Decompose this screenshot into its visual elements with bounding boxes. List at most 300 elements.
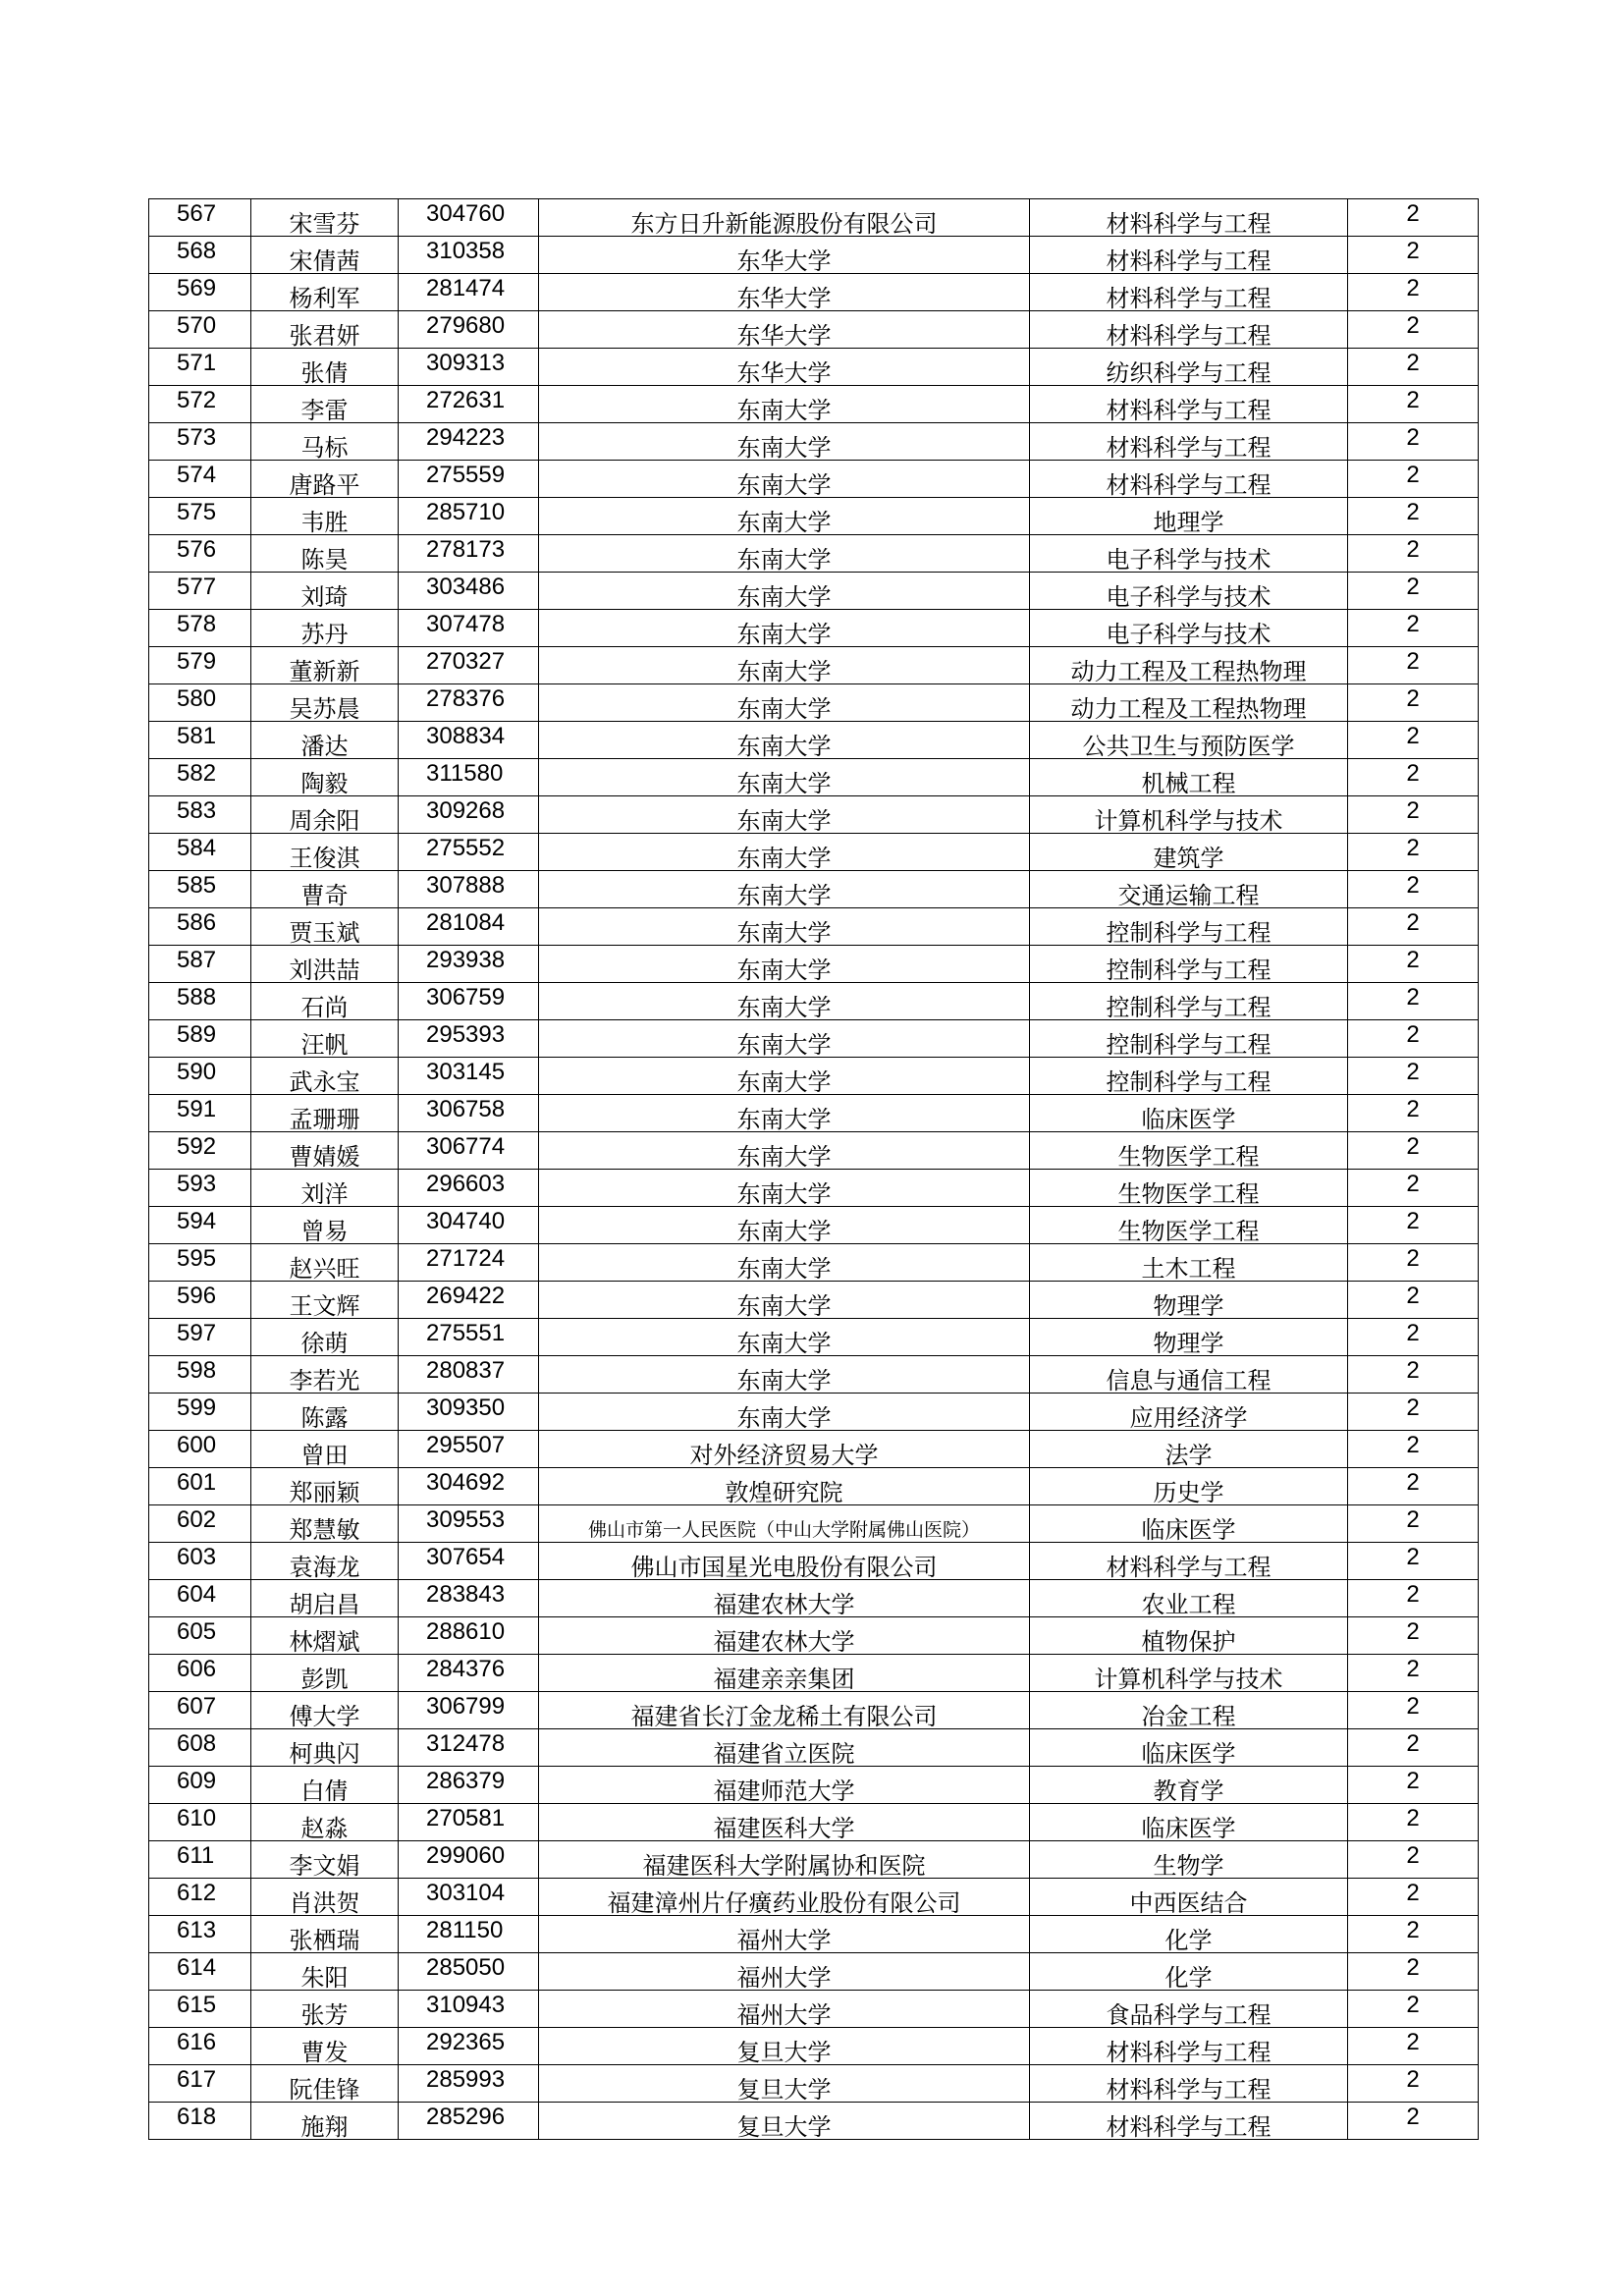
person-name-cell: 贾玉斌 xyxy=(251,908,399,946)
row-number-cell: 612 xyxy=(149,1879,251,1916)
organization-cell: 东南大学 xyxy=(539,535,1030,573)
organization-cell: 福建农林大学 xyxy=(539,1580,1030,1617)
roster-table-body xyxy=(149,199,1479,2140)
row-number-cell: 572 xyxy=(149,386,251,423)
level-value-cell: 2 xyxy=(1348,871,1479,908)
row-number-cell: 580 xyxy=(149,684,251,722)
row-number-cell: 601 xyxy=(149,1468,251,1505)
table-row xyxy=(149,1431,1479,1468)
level-value-cell: 2 xyxy=(1348,1394,1479,1431)
person-name-cell: 曾田 xyxy=(251,1431,399,1468)
person-name-cell: 曾易 xyxy=(251,1207,399,1244)
organization-cell: 东南大学 xyxy=(539,1020,1030,1058)
applicant-id-cell: 309268 xyxy=(399,796,539,834)
table-row xyxy=(149,1319,1479,1356)
organization-cell: 福建农林大学 xyxy=(539,1617,1030,1655)
table-row xyxy=(149,1095,1479,1132)
organization-cell: 东华大学 xyxy=(539,237,1030,274)
discipline-cell: 控制科学与工程 xyxy=(1030,908,1348,946)
organization-cell: 佛山市国星光电股份有限公司 xyxy=(539,1543,1030,1580)
discipline-cell: 电子科学与技术 xyxy=(1030,610,1348,647)
discipline-cell: 生物医学工程 xyxy=(1030,1170,1348,1207)
discipline-cell: 物理学 xyxy=(1030,1319,1348,1356)
discipline-cell: 生物学 xyxy=(1030,1841,1348,1879)
discipline-cell: 植物保护 xyxy=(1030,1617,1348,1655)
organization-cell: 东南大学 xyxy=(539,834,1030,871)
person-name-cell: 孟珊珊 xyxy=(251,1095,399,1132)
person-name-cell: 王俊淇 xyxy=(251,834,399,871)
table-row xyxy=(149,1916,1479,1953)
person-name-cell: 周余阳 xyxy=(251,796,399,834)
applicant-id-cell: 311580 xyxy=(399,759,539,796)
person-name-cell: 郑慧敏 xyxy=(251,1505,399,1543)
discipline-cell: 农业工程 xyxy=(1030,1580,1348,1617)
person-name-cell: 赵淼 xyxy=(251,1804,399,1841)
level-value-cell: 2 xyxy=(1348,946,1479,983)
row-number-cell: 574 xyxy=(149,461,251,498)
table-row xyxy=(149,1058,1479,1095)
person-name-cell: 胡启昌 xyxy=(251,1580,399,1617)
applicant-id-cell: 312478 xyxy=(399,1729,539,1767)
level-value-cell: 2 xyxy=(1348,722,1479,759)
row-number-cell: 578 xyxy=(149,610,251,647)
applicant-id-cell: 275552 xyxy=(399,834,539,871)
discipline-cell: 材料科学与工程 xyxy=(1030,461,1348,498)
person-name-cell: 张君妍 xyxy=(251,311,399,349)
discipline-cell: 计算机科学与技术 xyxy=(1030,1655,1348,1692)
table-row xyxy=(149,461,1479,498)
applicant-id-cell: 272631 xyxy=(399,386,539,423)
row-number-cell: 591 xyxy=(149,1095,251,1132)
discipline-cell: 物理学 xyxy=(1030,1282,1348,1319)
discipline-cell: 机械工程 xyxy=(1030,759,1348,796)
table-row xyxy=(149,1580,1479,1617)
row-number-cell: 592 xyxy=(149,1132,251,1170)
person-name-cell: 唐路平 xyxy=(251,461,399,498)
applicant-id-cell: 269422 xyxy=(399,1282,539,1319)
organization-cell: 东南大学 xyxy=(539,1170,1030,1207)
table-row xyxy=(149,684,1479,722)
applicant-id-cell: 307478 xyxy=(399,610,539,647)
organization-cell: 东南大学 xyxy=(539,908,1030,946)
applicant-id-cell: 281150 xyxy=(399,1916,539,1953)
person-name-cell: 石尚 xyxy=(251,983,399,1020)
level-value-cell: 2 xyxy=(1348,498,1479,535)
organization-cell: 东南大学 xyxy=(539,461,1030,498)
table-row xyxy=(149,1468,1479,1505)
person-name-cell: 陶毅 xyxy=(251,759,399,796)
table-row xyxy=(149,1879,1479,1916)
person-name-cell: 吴苏晨 xyxy=(251,684,399,722)
table-row xyxy=(149,386,1479,423)
organization-cell: 东南大学 xyxy=(539,946,1030,983)
organization-cell: 东华大学 xyxy=(539,311,1030,349)
level-value-cell: 2 xyxy=(1348,1058,1479,1095)
person-name-cell: 杨利军 xyxy=(251,274,399,311)
level-value-cell: 2 xyxy=(1348,1505,1479,1543)
table-row xyxy=(149,199,1479,237)
organization-cell: 东南大学 xyxy=(539,498,1030,535)
person-name-cell: 宋倩茜 xyxy=(251,237,399,274)
discipline-cell: 材料科学与工程 xyxy=(1030,1543,1348,1580)
table-row xyxy=(149,274,1479,311)
row-number-cell: 594 xyxy=(149,1207,251,1244)
discipline-cell: 纺织科学与工程 xyxy=(1030,349,1348,386)
table-row xyxy=(149,796,1479,834)
table-row xyxy=(149,2103,1479,2140)
organization-cell: 福州大学 xyxy=(539,1916,1030,1953)
row-number-cell: 596 xyxy=(149,1282,251,1319)
table-row xyxy=(149,1282,1479,1319)
table-row xyxy=(149,759,1479,796)
organization-cell: 福建省长汀金龙稀土有限公司 xyxy=(539,1692,1030,1729)
level-value-cell: 2 xyxy=(1348,1655,1479,1692)
level-value-cell: 2 xyxy=(1348,684,1479,722)
discipline-cell: 生物医学工程 xyxy=(1030,1132,1348,1170)
table-row xyxy=(149,983,1479,1020)
row-number-cell: 569 xyxy=(149,274,251,311)
organization-cell: 东南大学 xyxy=(539,1282,1030,1319)
applicant-id-cell: 285050 xyxy=(399,1953,539,1991)
row-number-cell: 617 xyxy=(149,2065,251,2103)
discipline-cell: 化学 xyxy=(1030,1953,1348,1991)
row-number-cell: 605 xyxy=(149,1617,251,1655)
level-value-cell: 2 xyxy=(1348,1207,1479,1244)
level-value-cell: 2 xyxy=(1348,796,1479,834)
table-row xyxy=(149,1841,1479,1879)
discipline-cell: 临床医学 xyxy=(1030,1505,1348,1543)
discipline-cell: 控制科学与工程 xyxy=(1030,1058,1348,1095)
table-row xyxy=(149,1170,1479,1207)
level-value-cell: 2 xyxy=(1348,535,1479,573)
person-name-cell: 阮佳锋 xyxy=(251,2065,399,2103)
table-row xyxy=(149,1132,1479,1170)
discipline-cell: 电子科学与技术 xyxy=(1030,573,1348,610)
person-name-cell: 郑丽颖 xyxy=(251,1468,399,1505)
person-name-cell: 施翔 xyxy=(251,2103,399,2140)
roster-table xyxy=(148,198,1479,2140)
level-value-cell: 2 xyxy=(1348,1953,1479,1991)
discipline-cell: 材料科学与工程 xyxy=(1030,274,1348,311)
table-row xyxy=(149,722,1479,759)
applicant-id-cell: 304740 xyxy=(399,1207,539,1244)
level-value-cell: 2 xyxy=(1348,2028,1479,2065)
table-row xyxy=(149,1543,1479,1580)
person-name-cell: 曹奇 xyxy=(251,871,399,908)
row-number-cell: 595 xyxy=(149,1244,251,1282)
organization-cell: 东南大学 xyxy=(539,722,1030,759)
applicant-id-cell: 304692 xyxy=(399,1468,539,1505)
organization-cell: 东南大学 xyxy=(539,1058,1030,1095)
applicant-id-cell: 310358 xyxy=(399,237,539,274)
organization-cell: 福建医科大学 xyxy=(539,1804,1030,1841)
table-row xyxy=(149,2028,1479,2065)
discipline-cell: 应用经济学 xyxy=(1030,1394,1348,1431)
level-value-cell: 2 xyxy=(1348,1879,1479,1916)
organization-cell: 复旦大学 xyxy=(539,2103,1030,2140)
discipline-cell: 材料科学与工程 xyxy=(1030,311,1348,349)
person-name-cell: 刘洪喆 xyxy=(251,946,399,983)
discipline-cell: 动力工程及工程热物理 xyxy=(1030,684,1348,722)
applicant-id-cell: 310943 xyxy=(399,1991,539,2028)
level-value-cell: 2 xyxy=(1348,461,1479,498)
applicant-id-cell: 309350 xyxy=(399,1394,539,1431)
discipline-cell: 临床医学 xyxy=(1030,1095,1348,1132)
applicant-id-cell: 307888 xyxy=(399,871,539,908)
organization-cell: 复旦大学 xyxy=(539,2028,1030,2065)
organization-cell: 东南大学 xyxy=(539,1319,1030,1356)
person-name-cell: 张倩 xyxy=(251,349,399,386)
discipline-cell: 教育学 xyxy=(1030,1767,1348,1804)
level-value-cell: 2 xyxy=(1348,1841,1479,1879)
organization-cell: 福州大学 xyxy=(539,1953,1030,1991)
organization-cell: 东南大学 xyxy=(539,1132,1030,1170)
person-name-cell: 曹婧媛 xyxy=(251,1132,399,1170)
roster-table-container xyxy=(148,198,1478,2140)
discipline-cell: 材料科学与工程 xyxy=(1030,423,1348,461)
person-name-cell: 朱阳 xyxy=(251,1953,399,1991)
person-name-cell: 彭凯 xyxy=(251,1655,399,1692)
organization-cell: 东南大学 xyxy=(539,1356,1030,1394)
discipline-cell: 地理学 xyxy=(1030,498,1348,535)
discipline-cell: 化学 xyxy=(1030,1916,1348,1953)
table-row xyxy=(149,349,1479,386)
person-name-cell: 刘洋 xyxy=(251,1170,399,1207)
organization-cell: 东南大学 xyxy=(539,423,1030,461)
discipline-cell: 法学 xyxy=(1030,1431,1348,1468)
table-row xyxy=(149,573,1479,610)
table-row xyxy=(149,1953,1479,1991)
applicant-id-cell: 270581 xyxy=(399,1804,539,1841)
applicant-id-cell: 307654 xyxy=(399,1543,539,1580)
organization-cell: 东南大学 xyxy=(539,386,1030,423)
discipline-cell: 冶金工程 xyxy=(1030,1692,1348,1729)
table-row xyxy=(149,647,1479,684)
level-value-cell: 2 xyxy=(1348,1916,1479,1953)
applicant-id-cell: 278376 xyxy=(399,684,539,722)
level-value-cell: 2 xyxy=(1348,1543,1479,1580)
table-row xyxy=(149,871,1479,908)
level-value-cell: 2 xyxy=(1348,349,1479,386)
discipline-cell: 材料科学与工程 xyxy=(1030,386,1348,423)
applicant-id-cell: 285296 xyxy=(399,2103,539,2140)
level-value-cell: 2 xyxy=(1348,1804,1479,1841)
organization-cell: 东南大学 xyxy=(539,647,1030,684)
table-row xyxy=(149,1692,1479,1729)
table-row xyxy=(149,1356,1479,1394)
organization-cell: 东南大学 xyxy=(539,684,1030,722)
level-value-cell: 2 xyxy=(1348,2065,1479,2103)
level-value-cell: 2 xyxy=(1348,386,1479,423)
applicant-id-cell: 292365 xyxy=(399,2028,539,2065)
person-name-cell: 陈昊 xyxy=(251,535,399,573)
level-value-cell: 2 xyxy=(1348,1244,1479,1282)
applicant-id-cell: 280837 xyxy=(399,1356,539,1394)
discipline-cell: 材料科学与工程 xyxy=(1030,199,1348,237)
organization-cell: 福建漳州片仔癀药业股份有限公司 xyxy=(539,1879,1030,1916)
row-number-cell: 611 xyxy=(149,1841,251,1879)
table-row xyxy=(149,237,1479,274)
discipline-cell: 控制科学与工程 xyxy=(1030,1020,1348,1058)
level-value-cell: 2 xyxy=(1348,1617,1479,1655)
row-number-cell: 597 xyxy=(149,1319,251,1356)
person-name-cell: 徐萌 xyxy=(251,1319,399,1356)
applicant-id-cell: 294223 xyxy=(399,423,539,461)
applicant-id-cell: 303104 xyxy=(399,1879,539,1916)
organization-cell: 东南大学 xyxy=(539,796,1030,834)
organization-cell: 对外经济贸易大学 xyxy=(539,1431,1030,1468)
discipline-cell: 材料科学与工程 xyxy=(1030,2065,1348,2103)
person-name-cell: 袁海龙 xyxy=(251,1543,399,1580)
applicant-id-cell: 293938 xyxy=(399,946,539,983)
table-row xyxy=(149,946,1479,983)
applicant-id-cell: 283843 xyxy=(399,1580,539,1617)
applicant-id-cell: 299060 xyxy=(399,1841,539,1879)
applicant-id-cell: 309313 xyxy=(399,349,539,386)
discipline-cell: 建筑学 xyxy=(1030,834,1348,871)
table-row xyxy=(149,1617,1479,1655)
discipline-cell: 公共卫生与预防医学 xyxy=(1030,722,1348,759)
organization-cell: 东南大学 xyxy=(539,1394,1030,1431)
row-number-cell: 577 xyxy=(149,573,251,610)
organization-cell: 东方日升新能源股份有限公司 xyxy=(539,199,1030,237)
table-row xyxy=(149,1505,1479,1543)
applicant-id-cell: 278173 xyxy=(399,535,539,573)
organization-cell: 福州大学 xyxy=(539,1991,1030,2028)
applicant-id-cell: 275551 xyxy=(399,1319,539,1356)
applicant-id-cell: 306758 xyxy=(399,1095,539,1132)
level-value-cell: 2 xyxy=(1348,274,1479,311)
person-name-cell: 武永宝 xyxy=(251,1058,399,1095)
organization-cell: 敦煌研究院 xyxy=(539,1468,1030,1505)
person-name-cell: 宋雪芬 xyxy=(251,199,399,237)
row-number-cell: 598 xyxy=(149,1356,251,1394)
row-number-cell: 576 xyxy=(149,535,251,573)
organization-cell: 福建省立医院 xyxy=(539,1729,1030,1767)
row-number-cell: 609 xyxy=(149,1767,251,1804)
row-number-cell: 618 xyxy=(149,2103,251,2140)
row-number-cell: 599 xyxy=(149,1394,251,1431)
level-value-cell: 2 xyxy=(1348,199,1479,237)
person-name-cell: 赵兴旺 xyxy=(251,1244,399,1282)
row-number-cell: 567 xyxy=(149,199,251,237)
organization-cell: 东华大学 xyxy=(539,349,1030,386)
person-name-cell: 汪帆 xyxy=(251,1020,399,1058)
row-number-cell: 590 xyxy=(149,1058,251,1095)
organization-cell: 福建亲亲集团 xyxy=(539,1655,1030,1692)
organization-cell: 东南大学 xyxy=(539,759,1030,796)
discipline-cell: 交通运输工程 xyxy=(1030,871,1348,908)
organization-cell: 福建师范大学 xyxy=(539,1767,1030,1804)
table-row xyxy=(149,1729,1479,1767)
person-name-cell: 王文辉 xyxy=(251,1282,399,1319)
discipline-cell: 控制科学与工程 xyxy=(1030,983,1348,1020)
discipline-cell: 历史学 xyxy=(1030,1468,1348,1505)
row-number-cell: 585 xyxy=(149,871,251,908)
level-value-cell: 2 xyxy=(1348,573,1479,610)
person-name-cell: 曹发 xyxy=(251,2028,399,2065)
level-value-cell: 2 xyxy=(1348,423,1479,461)
level-value-cell: 2 xyxy=(1348,1356,1479,1394)
person-name-cell: 苏丹 xyxy=(251,610,399,647)
organization-cell: 福建医科大学附属协和医院 xyxy=(539,1841,1030,1879)
table-row xyxy=(149,1991,1479,2028)
discipline-cell: 材料科学与工程 xyxy=(1030,2028,1348,2065)
applicant-id-cell: 296603 xyxy=(399,1170,539,1207)
organization-cell: 东南大学 xyxy=(539,610,1030,647)
level-value-cell: 2 xyxy=(1348,1095,1479,1132)
person-name-cell: 李若光 xyxy=(251,1356,399,1394)
applicant-id-cell: 275559 xyxy=(399,461,539,498)
row-number-cell: 568 xyxy=(149,237,251,274)
applicant-id-cell: 281084 xyxy=(399,908,539,946)
person-name-cell: 肖洪贺 xyxy=(251,1879,399,1916)
row-number-cell: 573 xyxy=(149,423,251,461)
organization-cell: 东南大学 xyxy=(539,1095,1030,1132)
person-name-cell: 张芳 xyxy=(251,1991,399,2028)
row-number-cell: 588 xyxy=(149,983,251,1020)
row-number-cell: 613 xyxy=(149,1916,251,1953)
row-number-cell: 586 xyxy=(149,908,251,946)
level-value-cell: 2 xyxy=(1348,759,1479,796)
organization-cell: 东南大学 xyxy=(539,1207,1030,1244)
applicant-id-cell: 286379 xyxy=(399,1767,539,1804)
person-name-cell: 马标 xyxy=(251,423,399,461)
organization-cell: 佛山市第一人民医院（中山大学附属佛山医院） xyxy=(539,1505,1030,1543)
applicant-id-cell: 271724 xyxy=(399,1244,539,1282)
applicant-id-cell: 279680 xyxy=(399,311,539,349)
table-row xyxy=(149,423,1479,461)
level-value-cell: 2 xyxy=(1348,1468,1479,1505)
table-row xyxy=(149,1394,1479,1431)
level-value-cell: 2 xyxy=(1348,908,1479,946)
level-value-cell: 2 xyxy=(1348,1991,1479,2028)
row-number-cell: 610 xyxy=(149,1804,251,1841)
applicant-id-cell: 288610 xyxy=(399,1617,539,1655)
organization-cell: 东南大学 xyxy=(539,871,1030,908)
row-number-cell: 579 xyxy=(149,647,251,684)
discipline-cell: 中西医结合 xyxy=(1030,1879,1348,1916)
applicant-id-cell: 281474 xyxy=(399,274,539,311)
table-row xyxy=(149,2065,1479,2103)
table-row xyxy=(149,1244,1479,1282)
applicant-id-cell: 285710 xyxy=(399,498,539,535)
person-name-cell: 李雷 xyxy=(251,386,399,423)
row-number-cell: 581 xyxy=(149,722,251,759)
level-value-cell: 2 xyxy=(1348,1170,1479,1207)
row-number-cell: 603 xyxy=(149,1543,251,1580)
discipline-cell: 计算机科学与技术 xyxy=(1030,796,1348,834)
level-value-cell: 2 xyxy=(1348,1431,1479,1468)
table-row xyxy=(149,498,1479,535)
organization-cell: 东南大学 xyxy=(539,1244,1030,1282)
row-number-cell: 587 xyxy=(149,946,251,983)
table-row xyxy=(149,610,1479,647)
applicant-id-cell: 306759 xyxy=(399,983,539,1020)
applicant-id-cell: 306774 xyxy=(399,1132,539,1170)
row-number-cell: 607 xyxy=(149,1692,251,1729)
row-number-cell: 589 xyxy=(149,1020,251,1058)
applicant-id-cell: 295507 xyxy=(399,1431,539,1468)
person-name-cell: 刘琦 xyxy=(251,573,399,610)
row-number-cell: 571 xyxy=(149,349,251,386)
row-number-cell: 606 xyxy=(149,1655,251,1692)
discipline-cell: 材料科学与工程 xyxy=(1030,237,1348,274)
row-number-cell: 584 xyxy=(149,834,251,871)
applicant-id-cell: 303145 xyxy=(399,1058,539,1095)
row-number-cell: 604 xyxy=(149,1580,251,1617)
row-number-cell: 600 xyxy=(149,1431,251,1468)
